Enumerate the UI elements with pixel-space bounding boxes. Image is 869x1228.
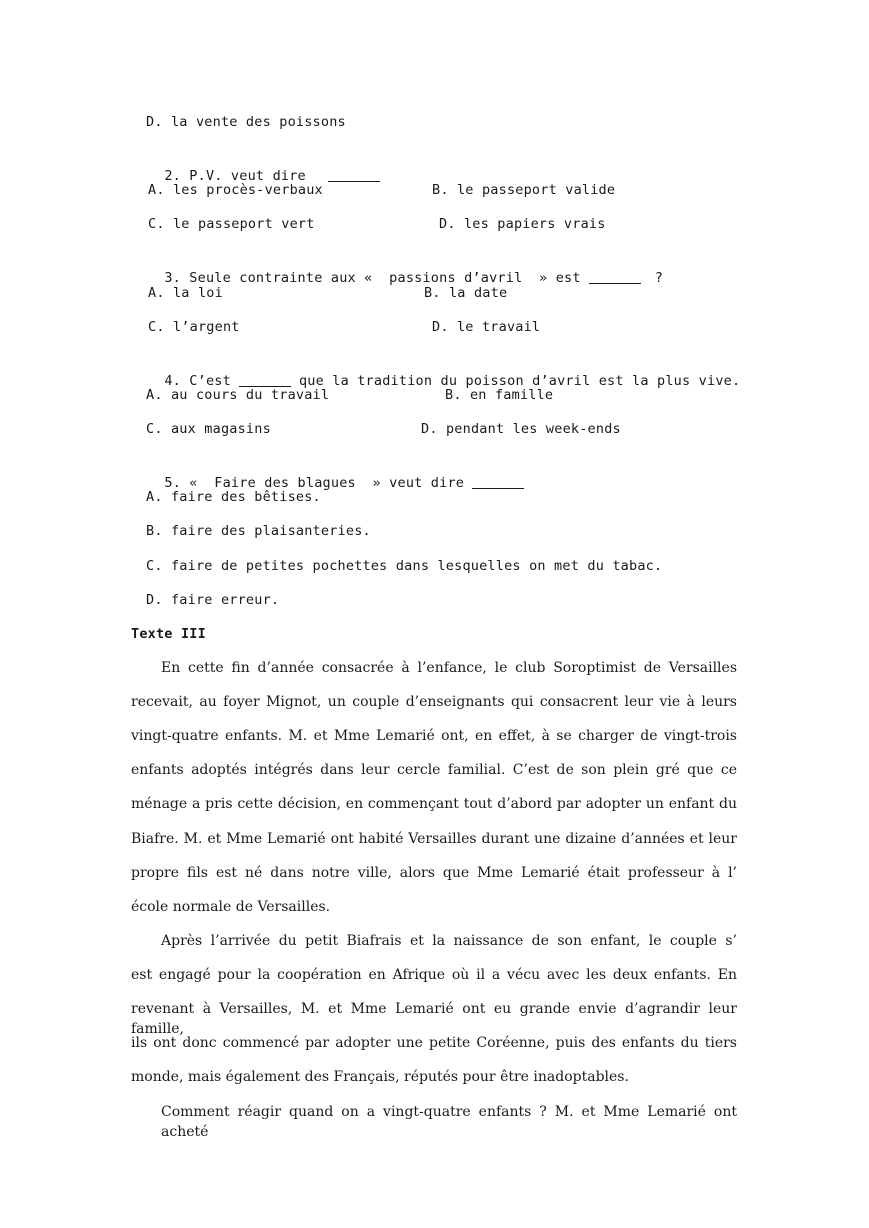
paragraph-line: Après l’arrivée du petit Biafrais et la naissance de son enfant, le couple s’ bbox=[161, 933, 737, 949]
paragraph-line: ménage a pris cette décision, en commençant tout d’abord par adopter un enfant du bbox=[131, 796, 737, 812]
paragraph-line: monde, mais également des Français, réputés pour être inadoptables. bbox=[131, 1069, 629, 1085]
q4-option-b: B. en famille bbox=[445, 387, 554, 403]
q4-stem-text: 4. C’est bbox=[164, 373, 231, 389]
paragraph-line: revenant à Versailles, M. et Mme Lemarié ont eu grande envie d’agrandir leur famille, bbox=[131, 1001, 737, 1037]
q4-option-c: C. aux magasins bbox=[146, 421, 271, 437]
q5-option-b: B. faire des plaisanteries. bbox=[146, 523, 371, 539]
paragraph-line: ils ont donc commencé par adopter une petite Coréenne, puis des enfants du tiers bbox=[131, 1035, 737, 1051]
q5-stem-text: 5. « Faire des blagues » veut dire bbox=[164, 475, 465, 491]
q1-option-d: D. la vente des poissons bbox=[146, 114, 346, 130]
q2-option-c: C. le passeport vert bbox=[148, 216, 315, 232]
q2-stem-text: 2. P.V. veut dire bbox=[164, 168, 306, 184]
q3-stem-text: 3. Seule contrainte aux « passions d’avril » est bbox=[164, 270, 581, 286]
q5-option-c: C. faire de petites pochettes dans lesquelles on met du tabac. bbox=[146, 558, 663, 574]
q2-option-b: B. le passeport valide bbox=[432, 182, 616, 198]
q5-option-d: D. faire erreur. bbox=[146, 592, 280, 608]
q2-option-a: A. les procès-verbaux bbox=[148, 182, 323, 198]
paragraph-line: Biafre. M. et Mme Lemarié ont habité Versailles durant une dizaine d’années et leur bbox=[131, 831, 737, 847]
paragraph-line: vingt-quatre enfants. M. et Mme Lemarié ont, en effet, à se charger de vingt-trois bbox=[131, 728, 737, 744]
q4-stem-end: que la tradition du poisson d’avril est la plus vive. bbox=[298, 373, 741, 389]
paragraph-line: école normale de Versailles. bbox=[131, 899, 331, 915]
paragraph-line: En cette fin d’année consacrée à l’enfance, le club Soroptimist de Versailles bbox=[161, 660, 737, 676]
q3-option-c: C. l’argent bbox=[148, 319, 240, 335]
q3-option-d: D. le travail bbox=[432, 319, 541, 335]
q3-option-b: B. la date bbox=[424, 285, 508, 301]
q4-option-a: A. au cours du travail bbox=[146, 387, 330, 403]
q4-option-d: D. pendant les week-ends bbox=[421, 421, 621, 437]
q2-answer-blank bbox=[328, 167, 380, 182]
paragraph-line: Comment réagir quand on a vingt-quatre enfants ? M. et Mme Lemarié ont acheté bbox=[161, 1104, 737, 1140]
paragraph-line: enfants adoptés intégrés dans leur cercle familial. C’est de son plein gré que ce bbox=[131, 762, 737, 778]
q5-answer-blank bbox=[472, 474, 524, 489]
q3-answer-blank bbox=[589, 269, 641, 284]
paragraph-line: est engagé pour la coopération en Afrique où il a vécu avec les deux enfants. En bbox=[131, 967, 737, 983]
q5-option-a: A. faire des bêtises. bbox=[146, 489, 321, 505]
paragraph-line: propre fils est né dans notre ville, alors que Mme Lemarié était professeur à l’ bbox=[131, 865, 737, 881]
q3-stem-end: ? bbox=[654, 270, 664, 286]
paragraph-line: recevait, au foyer Mignot, un couple d’enseignants qui consacrent leur vie à leurs bbox=[131, 694, 737, 710]
q2-option-d: D. les papiers vrais bbox=[439, 216, 606, 232]
section-heading: Texte III bbox=[131, 626, 206, 642]
q3-option-a: A. la loi bbox=[148, 285, 223, 301]
